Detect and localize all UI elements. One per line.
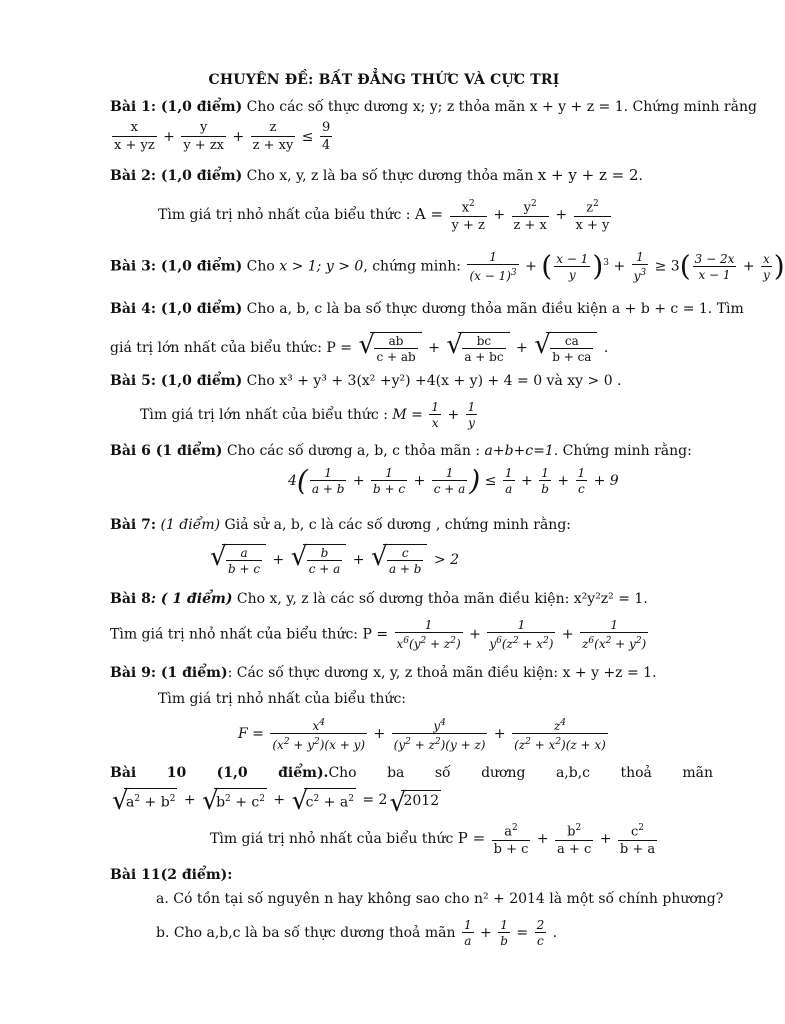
problem-10-word: a,b,c xyxy=(555,765,590,781)
problem-8-formula: Tìm giá trị nhỏ nhất của biểu thức: P = $\frac{1}{x^6(y^2 + z^2)}$ + $\frac{1}{y^6(z^2 + x^2)}$ + $\frac{1}{z^6(x^2 + y^2)}$ xyxy=(110,618,647,651)
problem-10-word: (1,0 xyxy=(216,765,248,781)
problem-1-formula: $\frac{x}{x + yz}$ + $\frac{y}{y + zx}$ + $\frac{z}{z + xy}$ ≤ $\frac{9}{4}$ xyxy=(114,120,331,153)
problem-5-formula: Tìm giá trị lớn nhất của biểu thức : M = $\frac{1}{x}$ + $\frac{1}{y}$ xyxy=(140,400,476,430)
problem-10-word: Cho xyxy=(328,765,357,781)
problem-4-heading: Bài 4: (1,0 điểm) xyxy=(110,301,243,317)
problem-6-condition: a+b+c=1 xyxy=(484,443,554,459)
problem-6-statement xyxy=(110,442,692,460)
problem-2-condition: x + y + z = 2 xyxy=(537,166,639,184)
problem-8-points: : ( 1 điểm) xyxy=(150,591,233,607)
problem-7-formula: √ $\frac{a}{b + c}$ + √ $\frac{b}{c + a}$ + √ $\frac{c}{a + b}$ > 2 xyxy=(208,544,459,576)
problem-5-heading: Bài 5: (1,0 điểm) xyxy=(110,373,243,389)
problem-10-word: 10 xyxy=(166,765,187,781)
problem-7-heading: Bài 7: xyxy=(110,517,157,533)
problem-7-points: (1 điểm) xyxy=(156,517,221,533)
problem-8-statement xyxy=(110,590,648,608)
problem-10-word: Bài xyxy=(110,765,137,781)
problem-5-ask: Tìm giá trị lớn nhất của biểu thức : xyxy=(140,407,393,423)
problem-9-formula: F = $\frac{x^4}{(x^2 + y^2)(x + y)}$ + $\frac{y^4}{(y^2 + z^2)(y + z)}$ + $\frac{z^4}{(z^2 + x^2)(z + x)}$ xyxy=(238,718,606,752)
problem-4-text: Cho a, b, c là ba số thực dương thỏa mãn điều kiện a + b + c = 1. Tìm xyxy=(242,301,744,317)
problem-1-statement xyxy=(110,98,757,116)
problem-6-heading: Bài 6 (1 điểm) xyxy=(110,443,223,459)
problem-10-word: ba xyxy=(387,765,405,781)
problem-10-word: số xyxy=(434,765,451,781)
problem-3-text: Cho xyxy=(242,258,280,275)
problem-2-heading: Bài 2: (1,0 điểm) xyxy=(110,168,243,184)
problem-4-statement xyxy=(110,300,744,318)
problem-2-end: . xyxy=(638,168,643,184)
problem-7-statement xyxy=(110,516,571,534)
problem-5-text: Cho x³ + y³ + 3(x² +y²) +4(x + y) + 4 = 0 và xy > 0 . xyxy=(242,373,622,389)
problem-2-statement xyxy=(110,166,643,185)
problem-4-formula: giá trị lớn nhất của biểu thức: P = √ $\frac{ab}{c + ab}$ + √ $\frac{bc}{a + bc}$ + √ $\frac{ca}{b + ca}$ . xyxy=(110,332,608,364)
problem-1-text: Cho các số thực dương x; y; z thỏa mãn x + y + z = 1. Chứng minh rằng xyxy=(242,99,757,115)
problem-8-heading: Bài 8 xyxy=(110,591,151,607)
problem-10-word: thoả xyxy=(620,765,652,781)
problem-10-word: dương xyxy=(481,765,526,781)
page-title: CHUYÊN ĐỀ: BẤT ĐẲNG THỨC VÀ CỰC TRỊ xyxy=(208,72,560,88)
problem-11-part-b: b. Cho a,b,c là ba số thực dương thoả mãn $\frac{1}{a}$ + $\frac{1}{b}$ = $\frac{2}{c}$ . xyxy=(156,918,558,948)
problem-6-formula: 4( $\frac{1}{a + b}$ + $\frac{1}{b + c}$ + $\frac{1}{c + a}$ ) ≤ $\frac{1}{a}$ + $\frac{1}{b}$ + $\frac{1}{c}$ + 9 xyxy=(288,464,619,497)
problem-10-word: điểm). xyxy=(278,765,329,781)
problem-10-ask: Tìm giá trị nhỏ nhất của biểu thức xyxy=(210,831,458,848)
problem-8-ask: Tìm giá trị nhỏ nhất của biểu thức: P = xyxy=(110,626,393,643)
problem-8-text: Cho x, y, z là các số dương thỏa mãn điều kiện: x²y²z² = 1. xyxy=(232,591,648,607)
problem-11-part-a: a. Có tồn tại số nguyên n hay không sao cho n² + 2014 là một số chính phương? xyxy=(156,891,724,907)
problem-9-statement xyxy=(110,664,657,682)
problem-9-text: : Các số thực dương x, y, z thoả mãn điều kiện: x + y +z = 1. xyxy=(227,665,657,681)
problem-3-condition: x > 1; y > 0 xyxy=(279,258,364,275)
problem-11-part-b-text: b. Cho a,b,c là ba số thực dương thoả mãn xyxy=(156,925,460,941)
problem-9-heading: Bài 9: (1 điểm) xyxy=(110,665,228,681)
problem-3-statement: Bài 3: (1,0 điểm) Cho x > 1; y > 0, chứng minh: $\frac{1}{(x - 1)^3}$ + ( $\frac{x - 1}{y}$ )$^3$ + $\frac{1}{y^3}$ ≥ 3( $\frac{3 - 2x}{x - 1}$ + $\frac{x}{y}$ ) xyxy=(110,249,785,283)
problem-2-formula: Tìm giá trị nhỏ nhất của biểu thức : A = $\frac{x^2}{y + z}$ + $\frac{y^2}{z + x}$ + $\frac{z^2}{x + y}$ xyxy=(158,199,610,234)
problem-1-heading: Bài 1: (1,0 điểm) xyxy=(110,99,243,115)
problem-7-text: Giả sử a, b, c là các số dương , chứng minh rằng: xyxy=(220,517,572,533)
problem-2-text: Cho x, y, z là ba số thực dương thỏa mãn xyxy=(242,168,538,184)
problem-3-heading: Bài 3: (1,0 điểm) xyxy=(110,258,243,275)
problem-10-condition: √ $a^2 + b^2$ + √ $b^2 + c^2$ + √ $c^2 + a^2 = 2√$ 2012 xyxy=(110,788,443,812)
problem-2-ask: Tìm giá trị nhỏ nhất của biểu thức : xyxy=(158,207,415,224)
problem-4-ask: giá trị lớn nhất của biểu thức: P = xyxy=(110,340,357,356)
problem-10-statement xyxy=(110,764,713,782)
problem-6-end: . Chứng minh rằng: xyxy=(553,443,692,459)
problem-6-text: Cho các số dương a, b, c thỏa mãn : xyxy=(222,443,485,459)
problem-3-mid: , chứng minh: xyxy=(363,258,466,275)
problem-11-heading: Bài 11(2 điểm): xyxy=(110,867,233,883)
problem-9-ask: Tìm giá trị nhỏ nhất của biểu thức: xyxy=(158,691,407,707)
problem-10-formula: Tìm giá trị nhỏ nhất của biểu thức P = $\frac{a^2}{b + c}$ + $\frac{b^2}{a + c}$ + $\frac{c^2}{b + a}$ xyxy=(210,823,656,858)
problem-10-word: mãn xyxy=(682,765,713,781)
problem-5-statement xyxy=(110,372,622,390)
